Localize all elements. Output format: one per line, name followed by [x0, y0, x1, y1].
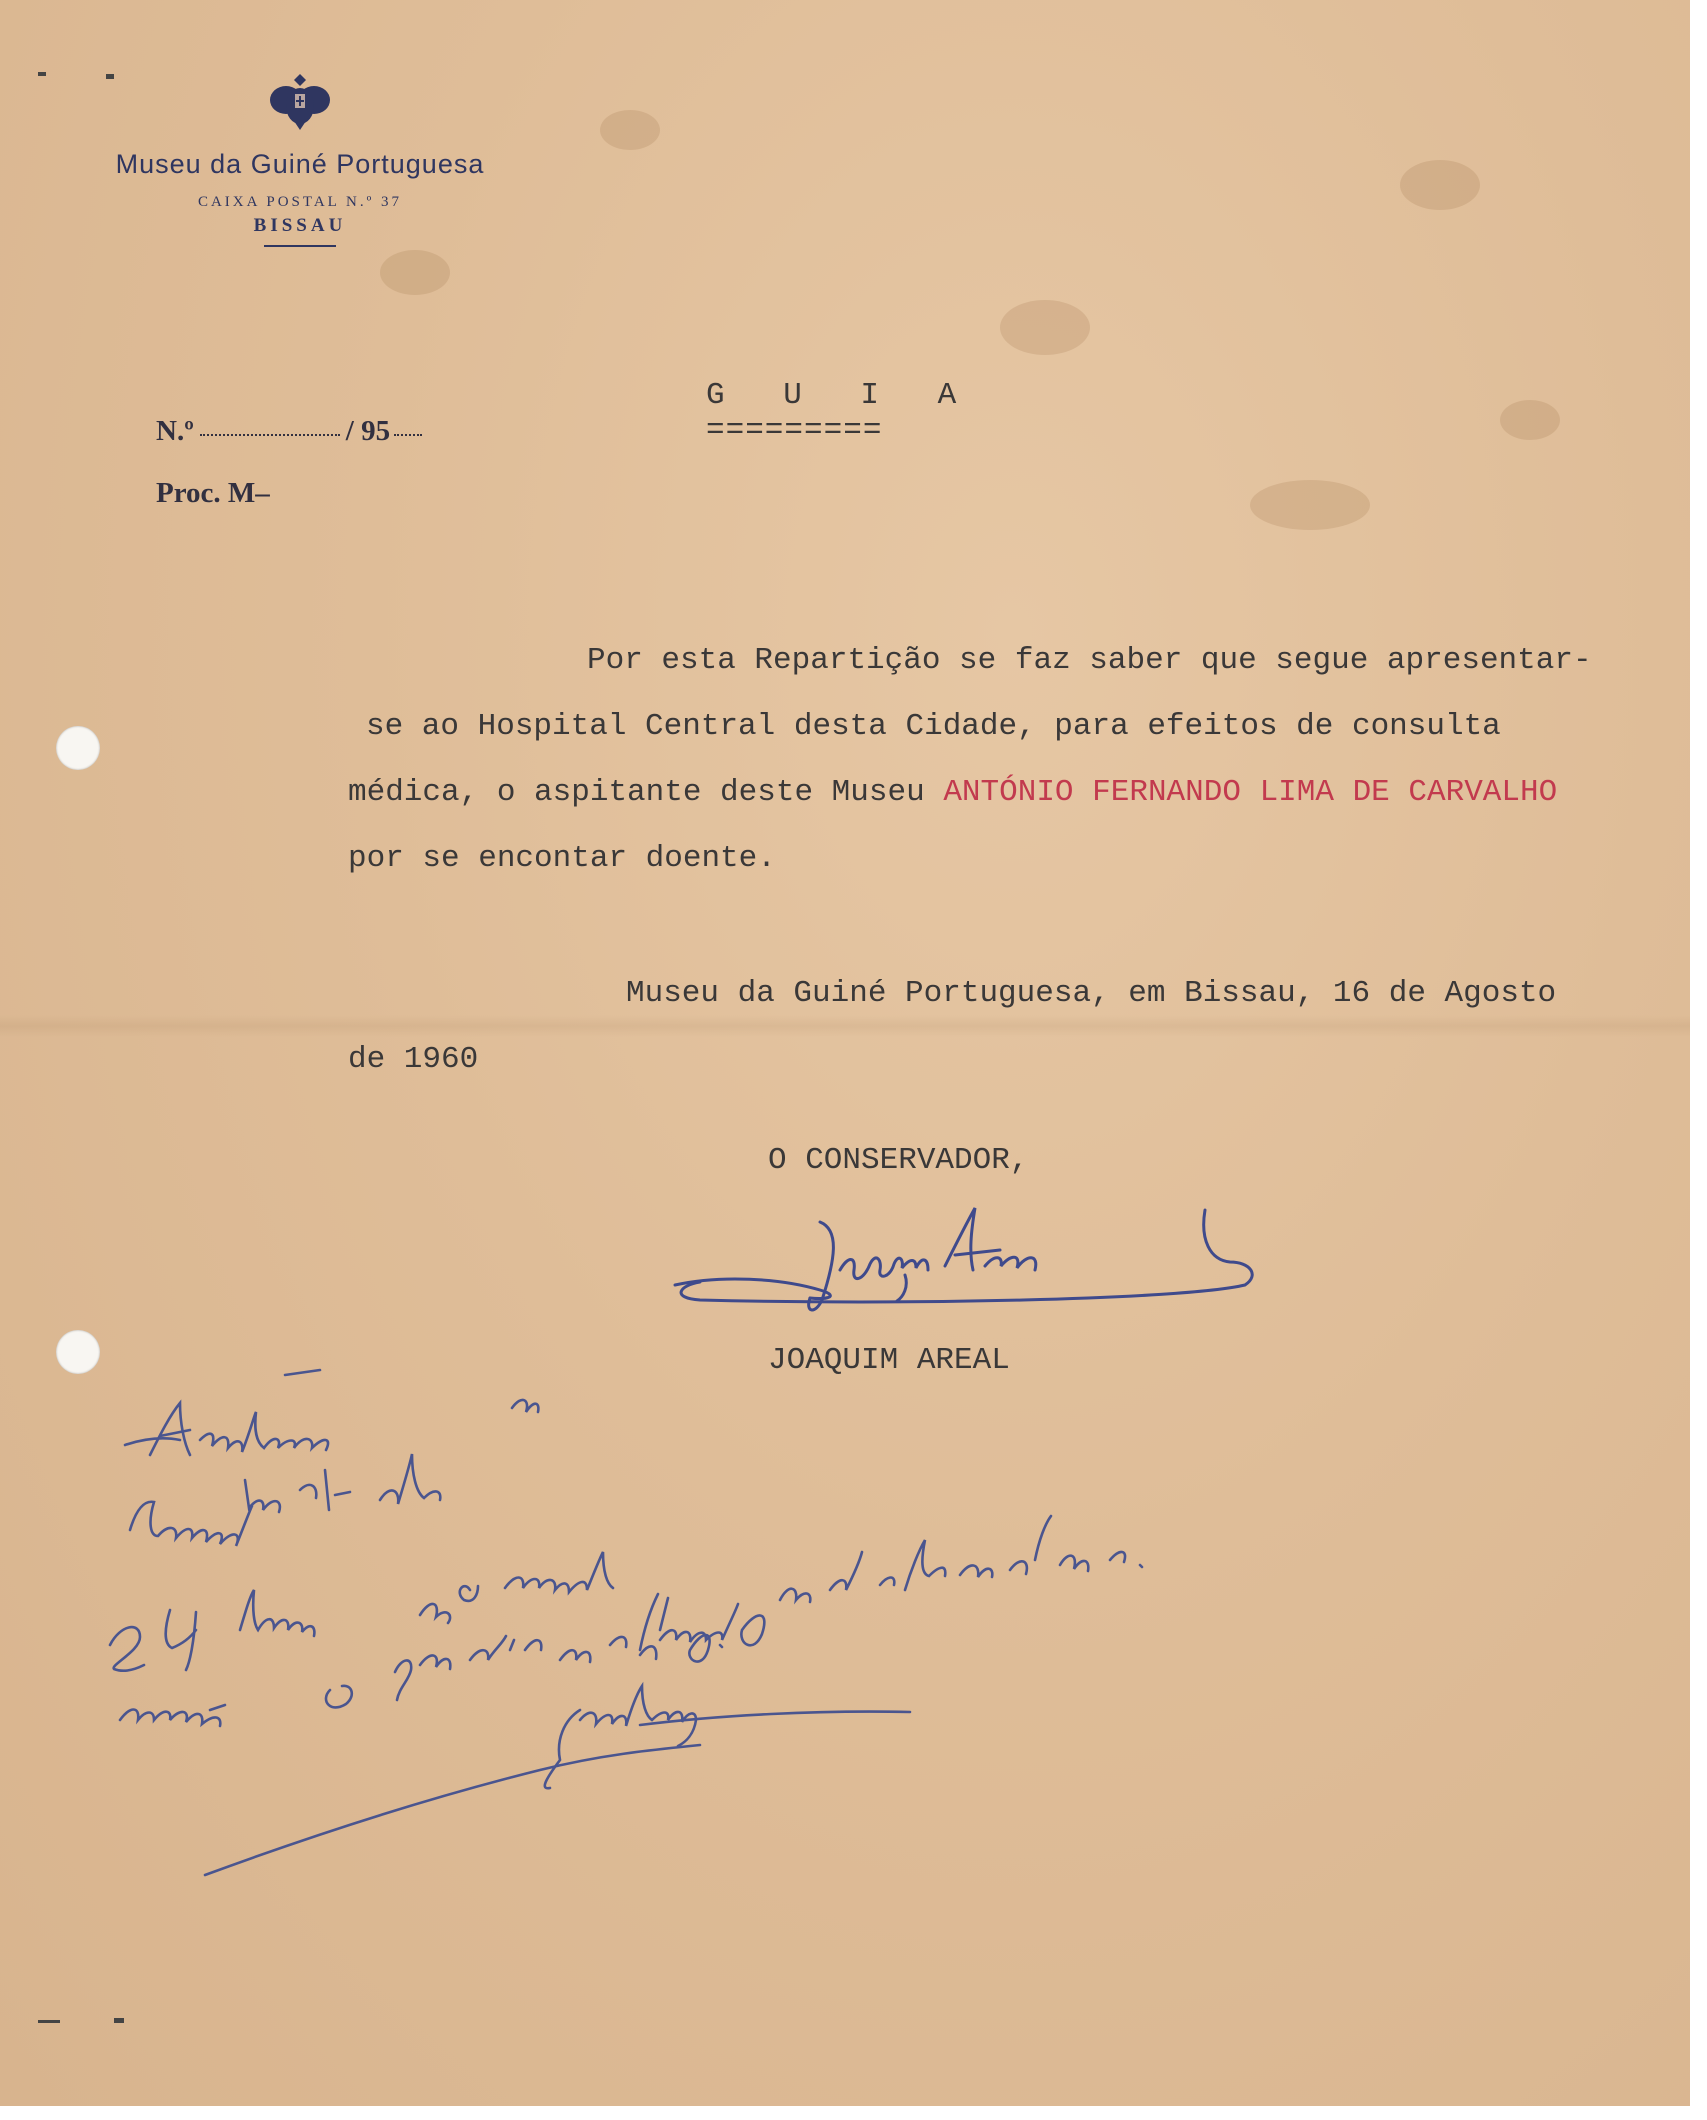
process-number: Proc. M–	[156, 477, 270, 509]
date-line: Museu da Guiné Portuguesa, em Bissau, 16 de Agosto	[626, 976, 1557, 1011]
signature-mark	[675, 1208, 1252, 1310]
letterhead-city: BISSAU	[253, 215, 347, 236]
body-line: se ao Hospital Central desta Cidade, para efeitos de consulta	[366, 709, 1501, 744]
institution-name: Museu da Guiné Portuguesa	[115, 149, 485, 179]
document-title: G U I A	[706, 378, 977, 413]
number-suffix: / 95	[345, 415, 391, 447]
title-underline: =========	[706, 413, 883, 448]
body-line: por se encontar doente.	[348, 841, 776, 876]
ink-mark	[106, 74, 114, 79]
date-line: de 1960	[348, 1042, 479, 1077]
ink-mark	[38, 2020, 60, 2023]
person-name: ANTÓNIO FERNANDO LIMA DE CARVALHO	[943, 775, 1558, 810]
handwritten-note-strokes	[110, 1370, 1142, 1875]
ink-mark	[114, 2018, 124, 2023]
number-label: N.º	[156, 415, 194, 447]
signatory-role: O CONSERVADOR,	[768, 1143, 1029, 1178]
body-line-prefix: médica, o aspitante deste Museu	[348, 775, 925, 810]
body-line: Por esta Repartição se faz saber que segue apresentar-	[587, 643, 1592, 678]
postal-box: CAIXA POSTAL N.º 37	[197, 194, 403, 210]
ink-mark	[38, 72, 46, 76]
printed-name: JOAQUIM AREAL	[768, 1343, 1010, 1378]
